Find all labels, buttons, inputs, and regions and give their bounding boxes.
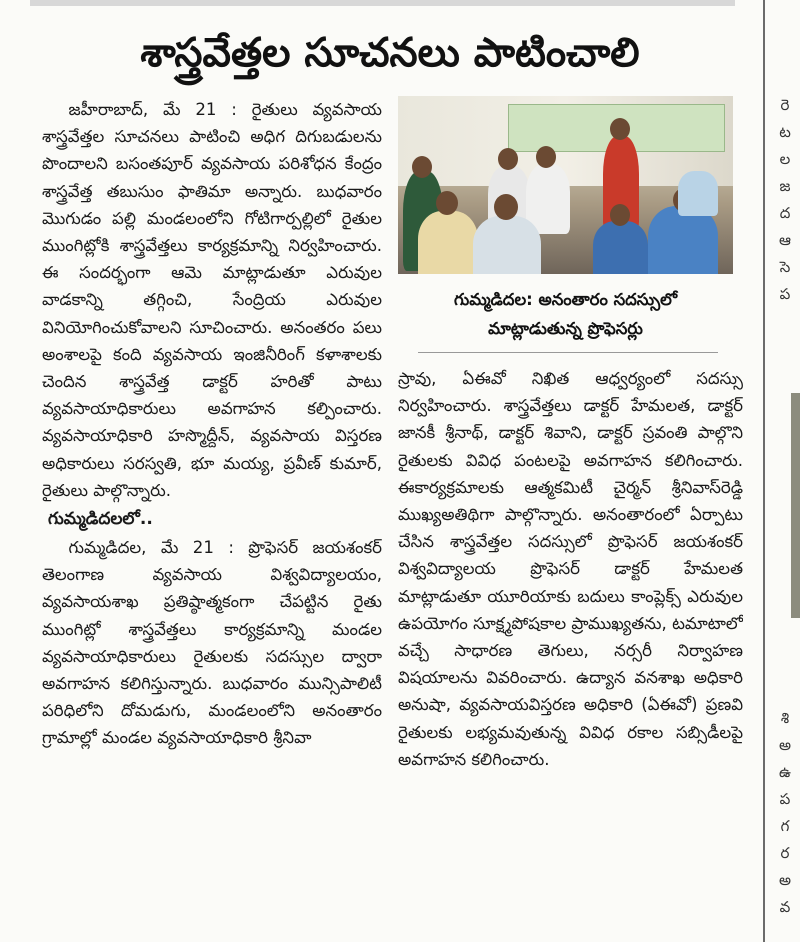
photo-figure	[678, 171, 718, 216]
edge-fragment: ల	[779, 150, 791, 168]
edge-fragment: సె	[779, 258, 791, 276]
edge-fragment: అ	[778, 871, 791, 889]
edge-fragment: ఉ	[779, 763, 791, 781]
photo-figure-head	[498, 148, 518, 170]
top-rule	[30, 0, 735, 6]
edge-fragments-bottom	[770, 705, 800, 921]
edge-fragment: ద	[779, 204, 791, 222]
right-column	[398, 365, 743, 935]
photo-figure-head	[494, 194, 518, 220]
caption-line-1: గుమ్మడిదల: అనంతారం సదస్సులో	[453, 290, 678, 309]
edge-fragment: రె	[780, 96, 790, 114]
caption-divider	[418, 352, 718, 353]
article-paragraph-3: స్రావు, ఏఈవో నిఖిత ఆధ్వర్యంలో సదస్సు నిర్వహించారు. శాస్త్రవేత్తలు డాక్టర్ హేమలత, డాక్టర్ జానకీ శ్రీనాథ్, డాక్టర్ శివాని, డాక్టర్ స్రవంతి పాల్గొని రైతులకు వివిధ పంటలపై అవగాహన కలిగించారు. ఈకార్యక్రమాలకు ఆత్మకమిటీ చైర్మన్ శ్రీనివాస్‌రెడ్డి ముఖ్యఅతిథిగా పాల్గొన్నారు. అనంతారంలో ఏర్పాటు చేసిన శాస్త్రవేత్తల సదస్సులో ప్రొఫెసర్ జయశంకర్ విశ్వవిద్యాలయ ప్రొఫెసర్ డాక్టర్ హేమలత మాట్లాడుతూ యూరియాకు బదులు కాంప్లెక్స్ ఎరువుల ఉపయోగం సూక్ష్మపోషకాల ప్రాముఖ్యతను, టమాటాలో వచ్చే సాధారణ తెగులు, నర్సరీ నిర్వాహణ విషయాలను వివరించారు. ఉద్యాన వనశాఖ అధికారి అనుషా, వ్యవసాయవిస్తరణ అధికారి (ఏఈవో) ప్రణవి రైతులకు లభ్యమవుతున్న వివిధ రకాల సబ్సిడీలపై అవగాహన కలిగించారు.	[398, 369, 743, 769]
article-paragraph-2: గుమ్మడిదల, మే 21 : ప్రొఫెసర్ జయశంకర్ తెలంగాణ వ్యవసాయ విశ్వవిద్యాలయం, వ్యవసాయశాఖ ప్రతిష్ఠాత్మకంగా చేపట్టిన రైతు ముంగిట్లో శాస్త్రవేత్తలు కార్యక్రమాన్ని మండల వ్యవసాయాధికారులు రైతులకు సదస్సుల ద్వారా అవగాహన కలిగిస్తున్నారు. బుధవారం మున్సిపాలిటీ పరిధిలోని దోమడుగు, మండలంలోని అనంతారం గ్రామాల్లో మండల వ్యవసాయాధికారి శ్రీనివా	[42, 538, 382, 748]
edge-fragment: శి	[780, 709, 790, 727]
caption-line-2: మాట్లాడుతున్న ప్రొఫెసర్లు	[488, 319, 643, 338]
photo-figure-head	[412, 156, 432, 178]
headline: శాస్త్రవేత్తల సూచనలు పాటించాలి	[140, 30, 640, 76]
photo-figure	[473, 216, 541, 274]
edge-fragment: వ	[779, 898, 791, 916]
edge-fragment: అ	[778, 736, 791, 754]
edge-fragment: ప	[779, 790, 791, 808]
edge-fragments-top	[770, 92, 800, 308]
edge-fragment: ప	[779, 285, 791, 303]
photo-figure	[648, 206, 718, 274]
photo-figure-head	[610, 204, 630, 226]
edge-fragment: గ	[780, 817, 790, 835]
edge-fragment: జ	[779, 177, 791, 195]
article-paragraph-1: జహీరాబాద్, మే 21 : రైతులు వ్యవసాయ శాస్త్రవేత్తల సూచనలు పాటించి అధిగ దిగుబడులను పొందాలని బసంతపూర్ వ్యవసాయ పరిశోధన కేంద్రం శాస్త్రవేత్త తబుసుం ఫాతిమా అన్నారు. బుధవారం మొగుడం పల్లి మండలంలోని గోటిగార్పల్లిలో రైతుల ముంగిట్లోకి శాస్త్రవేత్తలు కార్యక్రమాన్ని నిర్వహించారు. ఈ సందర్భంగా ఆమె మాట్లాడుతూ ఎరువుల వాడకాన్ని తగ్గించి, సేంద్రియ ఎరువుల వినియోగించుకోవాలని సూచించారు. అనంతరం పలు అంశాలపై కంది వ్యవసాయ ఇంజినీరింగ్ కళాశాలకు చెందిన శాస్త్రవేత్త డాక్టర్ హరితో పాటు వ్యవసాయాధికారులు అవగాహన కల్పించారు. వ్యవసాయాధికారి హస్మొద్దీన్, వ్యవసాయ విస్తరణ అధికారులు సరస్వతి, భూ మయ్య, ప్రవీణ్ కుమార్, రైతులు పాల్గొన్నారు.	[42, 100, 382, 500]
edge-fragment: ర	[780, 844, 790, 862]
news-photo	[398, 96, 733, 274]
photo-figure-head	[610, 118, 630, 140]
photo-figure-head	[536, 146, 556, 168]
photo-figure	[593, 221, 648, 274]
adjacent-photo-edge	[791, 393, 800, 618]
left-column	[42, 96, 382, 936]
column-divider	[763, 0, 765, 942]
photo-figure-head	[436, 191, 458, 215]
edge-fragment: ఆ	[779, 231, 791, 249]
section-subhead: గుమ్మడిదలలో..	[48, 509, 153, 530]
photo-figure	[418, 211, 478, 274]
edge-fragment: ట	[779, 123, 791, 141]
photo-caption	[398, 285, 733, 343]
